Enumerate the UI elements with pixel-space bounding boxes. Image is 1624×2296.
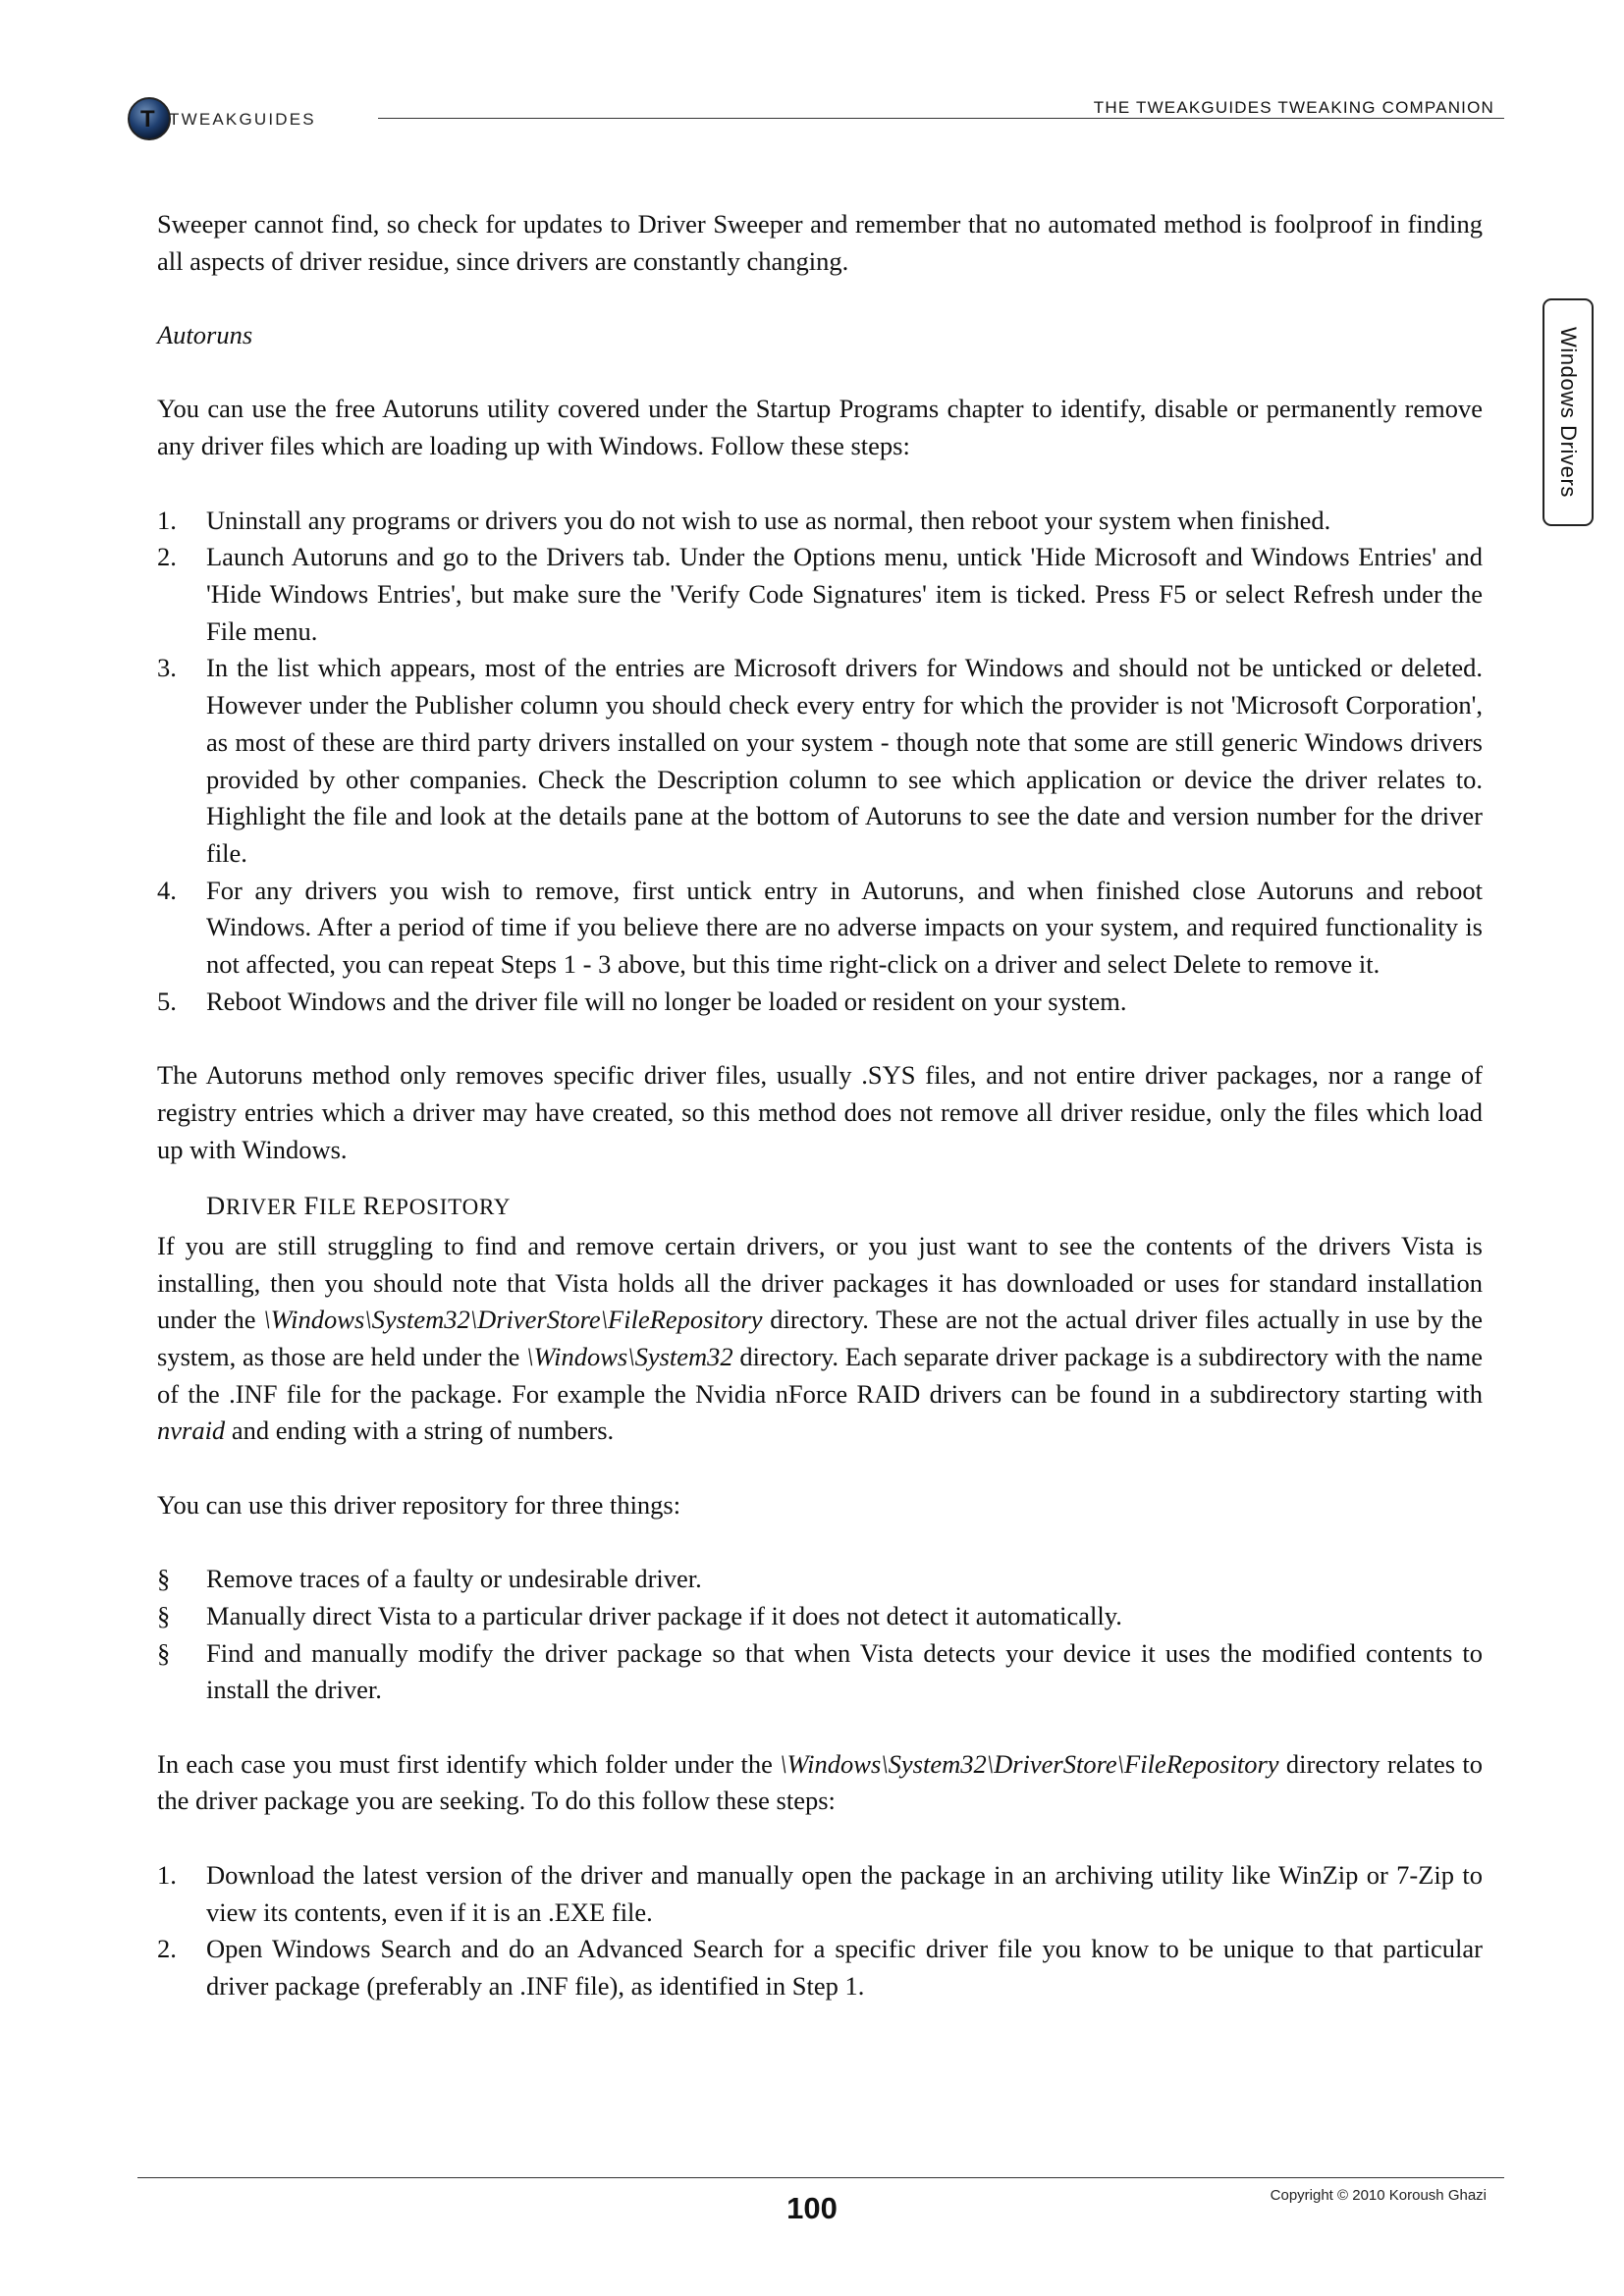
svg-text:T: T	[140, 106, 155, 133]
list-item: 2. Open Windows Search and do an Advanced Search for a specific driver file you know to be unique to that particular driver package (preferably an .INF file), as identified in Step 1.	[157, 1934, 1483, 2001]
list-item: 3. In the list which appears, most of the entries are Microsoft drivers for Windows and should not be unticked or deleted. However under the Publisher column you should check every entry for which the provider is not 'Microsoft Corporation', as most of these are third party drivers installed on your system - though note that some are still generic Windows drivers provided by other companies. Check the Description column to see which application or device the driver relates to. Highlight the file and look at the details pane at the bottom of Autoruns to see the date and version number for the driver file.	[157, 653, 1483, 868]
repository-steps-list	[157, 1857, 1483, 2005]
paragraph-each-case: In each case you must first identify which folder under the \Windows\System32\DriverStore\FileRepository directory relates to the driver package you are seeking. To do this follow these steps:	[157, 1748, 1483, 1816]
footer-rule	[137, 2177, 1504, 2178]
paragraph-repository: If you are still struggling to find and remove certain drivers, or you just want to see the contents of the drivers Vista is installing, then you should note that Vista holds all the driver packages it has downloaded or uses for standard installation under the \Windows\System32\DriverStore\FileRepository directory. These are not the actual driver files actually in use by the system, as those are held under the \Windows\System32 directory. Each separate driver package is a subdirectory with the name of the .INF file for the package. For example the Nvidia nForce RAID drivers can be found in a subdirectory starting with nvraid and ending with a string of numbers.	[157, 1230, 1484, 1446]
section-heading-driver-file-repository: DRIVER FILE REPOSITORY	[206, 1191, 512, 1221]
list-item: § Find and manually modify the driver package so that when Vista detects your device it uses the modified contents to install the driver.	[157, 1637, 1483, 1705]
chapter-side-tab	[1543, 298, 1594, 526]
path-system32: \Windows\System32	[526, 1342, 733, 1372]
paragraph-autoruns-method: The Autoruns method only removes specific driver files, usually .SYS files, and not entire driver packages, nor a range of registry entries which a driver may have created, so this method does not remove all driver residue, only the files which load up with Windows.	[157, 1060, 1483, 1164]
header-rule	[378, 118, 1504, 119]
path-filerepository: \Windows\System32\DriverStore\FileRepository	[780, 1748, 1279, 1779]
list-item: 2. Launch Autoruns and go to the Drivers tab. Under the Options menu, untick 'Hide Microsoft and Windows Entries' and 'Hide Windows Entries', but make sure the 'Verify Code Signatures' item is ticked. Press F5 or select Refresh under the File menu.	[157, 542, 1483, 646]
page-body	[157, 206, 1483, 2005]
list-item: 1. Uninstall any programs or drivers you do not wish to use as normal, then reboot your system when finished.	[157, 505, 1331, 535]
list-item: 4. For any drivers you wish to remove, first untick entry in Autoruns, and when finished close Autoruns and reboot Windows. After a period of time if you believe there are no adverse impacts on your system, and required functionality is not affected, you can repeat Steps 1 - 3 above, but this time right-click on a driver and select Delete to remove it.	[157, 875, 1483, 980]
repository-uses-list	[157, 1561, 1483, 1709]
path-filerepository: \Windows\System32\DriverStore\FileRepository	[263, 1305, 763, 1335]
paragraph-intro: Sweeper cannot find, so check for updates to Driver Sweeper and remember that no automated method is foolproof in finding all aspects of driver residue, since drivers are constantly changing.	[157, 209, 1483, 276]
paragraph-three-things: You can use this driver repository for three things:	[157, 1489, 681, 1520]
running-header-title: THE TWEAKGUIDES TWEAKING COMPANION	[1093, 98, 1494, 117]
chapter-side-tab-label: Windows Drivers	[1556, 326, 1581, 499]
autoruns-steps-list	[157, 503, 1483, 1021]
page-number: 100	[786, 2191, 838, 2225]
folder-nvraid: nvraid	[157, 1415, 226, 1446]
list-item: § Manually direct Vista to a particular driver package if it does not detect it automatically.	[157, 1600, 1122, 1630]
list-item: § Remove traces of a faulty or undesirable driver.	[157, 1564, 702, 1594]
list-item: 5. Reboot Windows and the driver file will no longer be loaded or resident on your system.	[157, 986, 1127, 1016]
copyright-notice: Copyright © 2010 Koroush Ghazi	[1270, 2187, 1487, 2204]
paragraph-autoruns: You can use the free Autoruns utility covered under the Startup Programs chapter to identify, disable or permanently remove any driver files which are loading up with Windows. Follow these steps:	[157, 394, 1483, 461]
subheading-autoruns: Autoruns	[157, 320, 253, 350]
list-item: 1. Download the latest version of the driver and manually open the package in an archiving utility like WinZip or 7-Zip to view its contents, even if it is an .EXE file.	[157, 1859, 1483, 1927]
logo-wordmark: TWEAKGUIDES	[169, 110, 316, 129]
tweakguides-logo	[126, 94, 371, 143]
